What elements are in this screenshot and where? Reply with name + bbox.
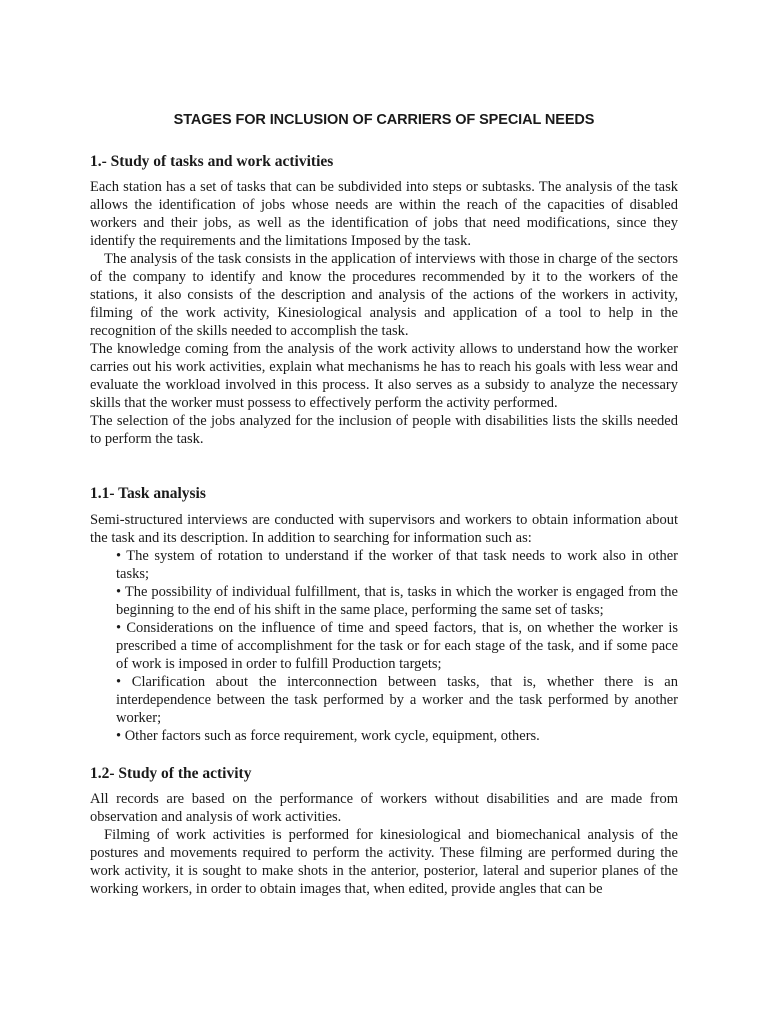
bullet-item: • The possibility of individual fulfillment, that is, tasks in which the worker is engaged from the beginning to the end of his shift in the same place, performing the same set of tasks; xyxy=(116,584,678,618)
bullet-item: • The system of rotation to understand if the worker of that task needs to work also in other tasks; xyxy=(116,548,678,582)
section-1-paragraph-1: Each station has a set of tasks that can be subdivided into steps or subtasks. The analysis of the task allows the identification of jobs whose needs are within the reach of the capacities of disabled workers and their jobs, as well as the identification of jobs that need modifications, since they identify the requirements and the limitations Imposed by the task. xyxy=(90,179,678,249)
section-1-2-paragraph-2: Filming of work activities is performed for kinesiological and biomechanical analysis of the postures and movements required to perform the activity. These filming are performed during the work activity, it is sought to make shots in the anterior, posterior, lateral and superior planes of the working workers, in order to obtain images that, when edited, provide angles that can be xyxy=(90,827,678,897)
section-1-2-body xyxy=(90,790,678,898)
section-1-1-intro: Semi-structured interviews are conducted with supervisors and workers to obtain information about the task and its description. In addition to searching for information such as: xyxy=(90,512,678,546)
section-1-paragraph-4: The selection of the jobs analyzed for the inclusion of people with disabilities lists the skills needed to perform the task. xyxy=(90,413,678,447)
section-1-paragraph-2: The analysis of the task consists in the application of interviews with those in charge of the sectors of the company to identify and know the procedures recommended by it to the workers of the stations, it also consists of the description and analysis of the actions of the workers in activity, filming of the work activity, Kinesiological analysis and application of a tool to help in the recognition of the skills needed to accomplish the task. xyxy=(90,251,678,339)
bullet-item: • Other factors such as force requirement, work cycle, equipment, others. xyxy=(116,728,540,744)
section-1-2-heading: 1.2- Study of the activity xyxy=(90,765,252,782)
section-1-2-paragraph-1: All records are based on the performance of workers without disabilities and are made from observation and analysis of work activities. xyxy=(90,791,678,825)
section-1-1-heading: 1.1- Task analysis xyxy=(90,485,206,502)
section-1-paragraph-3: The knowledge coming from the analysis of the work activity allows to understand how the worker carries out his work activities, explain what mechanisms he has to reach his goals with less wear and evaluate the workload involved in this process. It also serves as a subsidy to analyze the necessary skills that the worker must possess to effectively perform the activity performed. xyxy=(90,341,678,411)
bullet-item: • Considerations on the influence of time and speed factors, that is, on whether the worker is prescribed a time of accomplishment for the task or for each stage of the task, and if some pace of work is imposed in order to fulfill Production targets; xyxy=(116,620,678,672)
section-1-heading: 1.- Study of tasks and work activities xyxy=(90,153,334,170)
section-1-1-body xyxy=(90,511,678,745)
section-1-body xyxy=(90,178,678,448)
bullet-item: • Clarification about the interconnection between tasks, that is, whether there is an interdependence between the task performed by a worker and the task performed by another worker; xyxy=(116,674,678,726)
task-analysis-bullet-list xyxy=(90,547,678,745)
document-title: STAGES FOR INCLUSION OF CARRIERS OF SPECIAL NEEDS xyxy=(173,112,595,128)
